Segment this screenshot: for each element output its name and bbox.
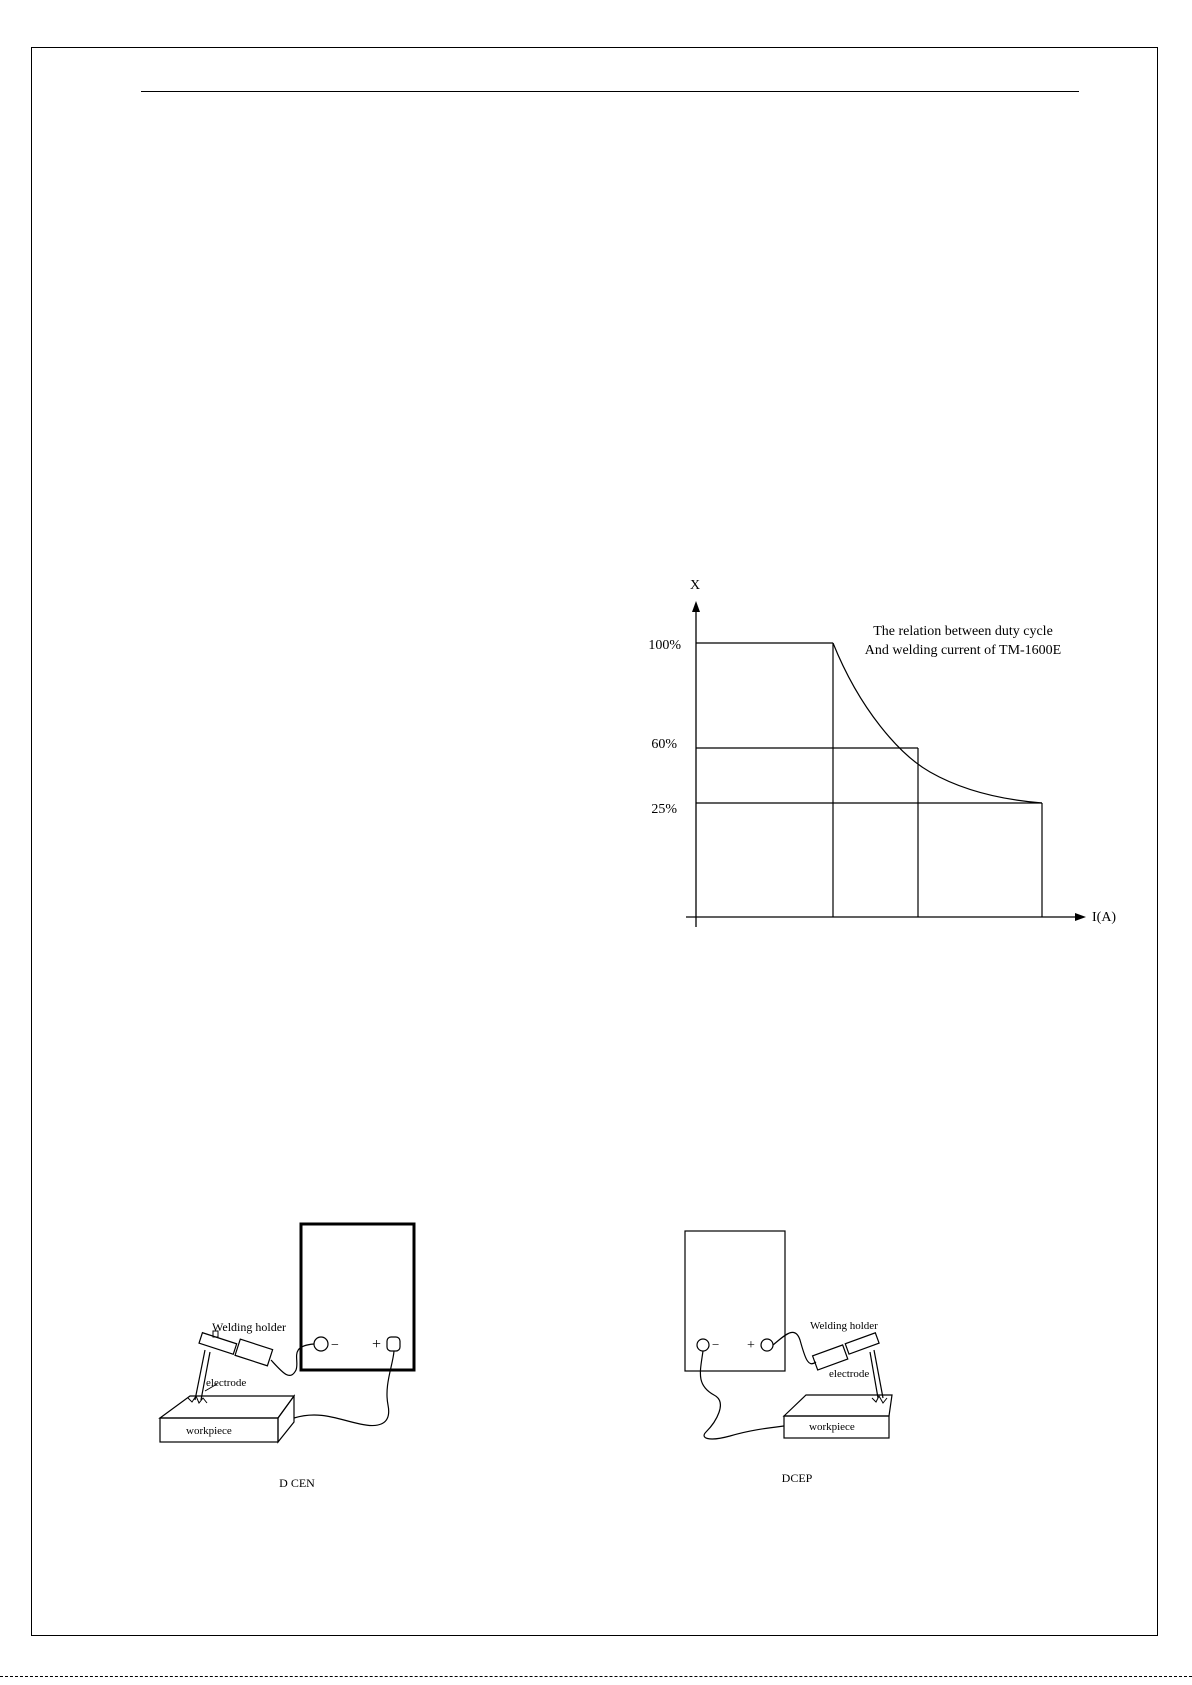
x-axis-arrow xyxy=(1075,913,1086,921)
duty-cycle-curve xyxy=(833,643,918,749)
dcen-positive-terminal xyxy=(387,1337,400,1351)
dcen-welding-holder xyxy=(199,1331,273,1366)
dcen-minus-sign: − xyxy=(331,1338,339,1353)
x-axis-label: I(A) xyxy=(1092,910,1117,925)
dcep-negative-terminal xyxy=(697,1339,709,1351)
dcen-power-source xyxy=(301,1224,414,1370)
dcen-electrode-rod-2 xyxy=(201,1352,210,1400)
dcen-cable-positive xyxy=(294,1351,394,1426)
chart-title-line1: The relation between duty cycle xyxy=(873,624,1053,639)
y-axis-label: X xyxy=(689,578,701,593)
dcep-cable-negative xyxy=(700,1351,784,1439)
dcep-workpiece-label: workpiece xyxy=(809,1421,855,1433)
dcen-electrode-rod-1 xyxy=(195,1350,205,1400)
dcep-positive-terminal xyxy=(761,1339,773,1351)
dcep-minus-sign: − xyxy=(712,1337,720,1352)
dcep-electrode-label: electrode xyxy=(829,1368,870,1380)
dcen-arc xyxy=(188,1396,207,1403)
dcep-caption: DCEP xyxy=(781,1471,813,1485)
dcep-holder-label: Welding holder xyxy=(810,1320,878,1332)
dcen-holder-label: Welding holder xyxy=(212,1320,287,1334)
dcep-welding-holder xyxy=(813,1333,880,1370)
dcep-cable-positive xyxy=(773,1332,816,1363)
y-tick-100: 100% xyxy=(648,638,681,653)
page-bottom-rule xyxy=(0,1676,1192,1677)
dcep-electrode-rod-1 xyxy=(870,1352,878,1398)
dcep-diagram xyxy=(676,1220,906,1490)
y-tick-25: 25% xyxy=(651,802,677,817)
dcen-plus-sign: + xyxy=(372,1336,382,1353)
dcep-arc xyxy=(872,1396,887,1403)
duty-cycle-chart xyxy=(630,570,1130,940)
y-axis-arrow xyxy=(692,601,700,612)
header-rule xyxy=(141,91,1079,92)
dcep-electrode-rod-2 xyxy=(874,1350,883,1398)
dcen-electrode-label: electrode xyxy=(206,1377,247,1389)
chart-title-line2: And welding current of TM-1600E xyxy=(864,643,1062,658)
duty-cycle-curve-line xyxy=(833,643,1042,803)
dcep-plus-sign: + xyxy=(747,1338,755,1353)
dcen-workpiece-label: workpiece xyxy=(186,1425,232,1437)
dcen-caption: D CEN xyxy=(279,1476,315,1490)
y-tick-60: 60% xyxy=(651,737,677,752)
dcen-negative-terminal xyxy=(314,1337,328,1351)
dcen-diagram xyxy=(150,1215,440,1495)
